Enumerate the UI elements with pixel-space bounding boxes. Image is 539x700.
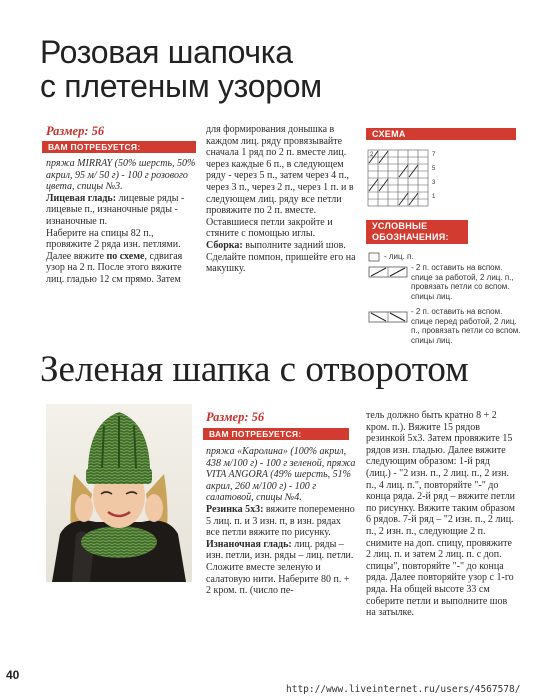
article2-rib-label: Резинка 5х3: — [206, 503, 264, 515]
article2-materials: пряжа «Каролина» (100% акрил, 438 м/100 г) - 100 г зеленой, пряжа VITA ANGORA (49% шерсть, 51% акрил, 260 м/100 г) - 100 г салатовой, спицы №4. — [206, 446, 356, 504]
article2-purl-text: лиц. ряды – изн. петли, изн. ряды – лиц. петли. — [206, 538, 354, 562]
page-number: 40 — [6, 668, 20, 682]
legend-knit-symbol — [368, 252, 380, 262]
article2-need-heading: ВАМ ПОТРЕБУЕТСЯ: — [203, 428, 349, 440]
legend-item-2: - 2 п. оставить на вспом. спице за работой, 2 лиц. п., провязать петли со вспом. спицы лиц. — [411, 263, 514, 301]
article2-col2-text: тель должно быть кратно 8 + 2 кром. п.). Вяжите 15 рядов резинкой 5х3. Затем провяжите 15 рядов изн. гладью. Далее вяжите следующим образом: 1-й ряд (лиц.) - "2 изн. п., 2 лиц. п., 2 изн. п., 4 лиц. п.", повторяйте "-" до конца ряда. 2-й ряд – вяжите петли по рисунку. Вяжите таким образом 6 рядов. 7-й ряд – "2 изн. п., 2 лиц. п., 2 изн. п., следующие 2 п. снимите на доп. спицу, провяжите 2 лиц. п. и затем 2 лиц. п. с доп. спицы", повторяйте "-" до конца ряда. Далее повторяйте узор с 1-го ряда. На общей высоте 33 см соберите петли и выполните шов на затылке. — [366, 410, 515, 619]
article1-size-heading: Размер: 56 — [46, 124, 105, 138]
article1-col1-bold: по схеме — [106, 250, 145, 262]
legend-heading — [366, 220, 468, 244]
article2-column-2 — [366, 410, 516, 619]
legend-item-3: - 2 п. оставить на вспом. спице перед работой, 2 лиц. п., провязать петли со вспом. спицы лиц. — [411, 307, 521, 345]
article1-title-line1: Розовая шапочка — [40, 34, 293, 70]
scheme-row-1: 1 — [432, 194, 436, 200]
article1-col1-text-b: , сдвигая узор на 2 п. После этого вяжите лиц. гладью 12 см прямо. Затем — [46, 250, 183, 285]
article1-need-heading: ВАМ ПОТРЕБУЕТСЯ: — [42, 141, 196, 153]
article1-face-label: Лицевая гладь: — [46, 192, 117, 204]
scheme-row-3: 3 — [432, 180, 436, 186]
legend-heading-line1: УСЛОВНЫЕ — [372, 221, 428, 231]
scheme-col-number: 2 — [370, 152, 374, 158]
article1-col1-text-a: Наберите на спицы 82 п., провяжите 2 ряда изн. петлями. Далее вяжите — [46, 227, 181, 262]
article2-col1-tail: Сложите вместе зеленую и салатовую нити. Наберите 80 п. + 2 кром. п. (число пе- — [206, 561, 350, 597]
article1-title-line2: с плетеным узором — [40, 68, 322, 104]
article1-materials: пряжа MIRRAY (50% шерсть, 50% акрил, 95 м/ 50 г) - 100 г розового цвета, спицы №3. — [46, 158, 196, 193]
knitting-scheme-chart — [366, 146, 446, 212]
article2-purl-label: Изнаночная гладь: — [206, 538, 292, 550]
green-hat-photo — [46, 404, 192, 582]
legend-heading-line2: ОБОЗНАЧЕНИЯ: — [372, 232, 449, 242]
article1-assembly-text: выполните задний шов. Сделайте помпон, пришейте его на макушку. — [206, 239, 356, 275]
article2-column-1 — [206, 446, 356, 597]
scheme-heading: СХЕМА — [366, 128, 516, 140]
article1-face-text: лицевые ряды - лицевые п., изнаночные ряды - изнаночные п. — [46, 192, 185, 227]
source-url: http://www.liveinternet.ru/users/4567578/ — [286, 684, 521, 695]
article1-column-2 — [206, 124, 356, 275]
scheme-row-5: 5 — [432, 166, 436, 172]
legend-front-cross-symbol — [368, 311, 408, 323]
legend-item-1: - лиц. п. — [384, 252, 414, 261]
article2-rib-text: вяжите попеременно 5 лиц. п. и 3 изн. п, в изн. рядах все петли вяжите по рисунку. — [206, 503, 355, 539]
article2-title: Зеленая шапка с отворотом — [40, 349, 469, 390]
article1-assembly-label: Сборка: — [206, 239, 243, 251]
legend-back-cross-symbol — [368, 266, 408, 278]
scheme-row-7: 7 — [432, 152, 436, 158]
article2-size-heading: Размер: 56 — [206, 410, 265, 424]
article1-column-1 — [46, 158, 196, 286]
article1-col2-text: для формирования донышка в каждом лиц. ряду провязывайте сначала 1 ряд по 2 п. вместе лиц. через каждые 6 п., в следующем ряду - через 5 п., затем через 4 п., через 3 п., через 2 п., через 1 п. и в следующем лиц. ряду все петли провяжите по 2 п. вместе. Оставшиеся петли закройте и стяните с помощью иглы. — [206, 124, 354, 240]
